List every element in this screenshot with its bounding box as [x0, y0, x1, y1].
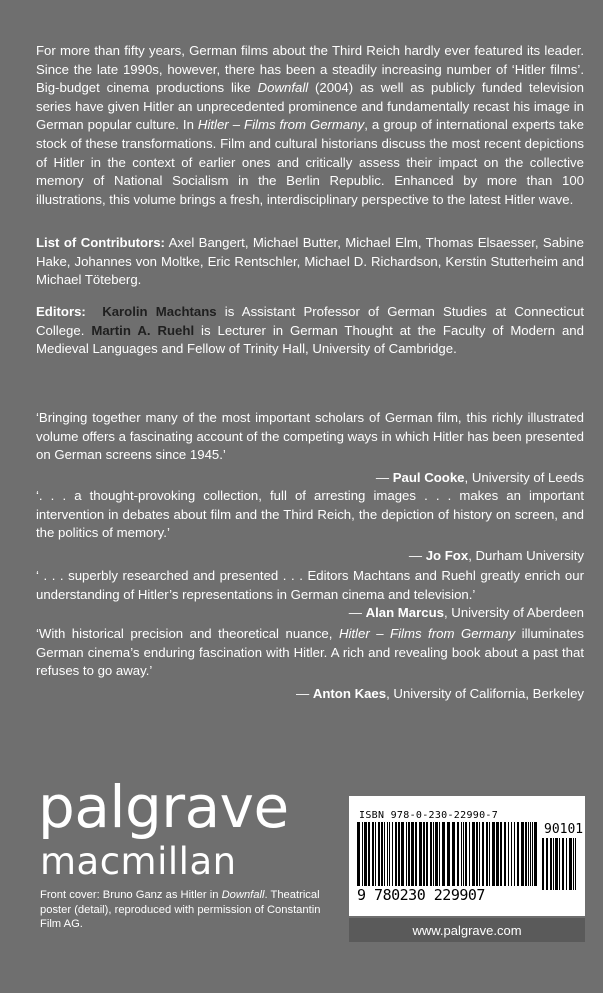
- barcode-bar: [534, 822, 537, 886]
- quote-affiliation: , University of California, Berkeley: [386, 685, 584, 701]
- quote-affiliation: , Durham University: [468, 547, 584, 563]
- barcode-bar: [423, 822, 425, 886]
- barcode-bar: [504, 822, 506, 886]
- barcode-bar: [387, 822, 388, 886]
- barcode-bar: [378, 822, 380, 886]
- barcode-bar: [550, 838, 552, 890]
- barcode-bar: [546, 838, 548, 890]
- cover-credit-text: . Theatrical poster (detail), reproduced with permission of Constantin Film AG.: [40, 889, 321, 930]
- quote-text: ‘Bringing together many of the most important scholars of German film, this richly illustrated volume offers a fascinating account of the competing ways in which Hitler has been presented on German screens since 1945.’: [36, 410, 584, 463]
- editor-bio-ruehl: is Lecturer in German Thought at the Faculty of Modern and Medieval Languages and Fellow of Trinity Hall, University of Cambridge.: [36, 322, 584, 357]
- quote-attribution: [36, 604, 584, 623]
- attribution-dash: —: [295, 685, 313, 701]
- quote-text-part: illuminates German cinema’s enduring fascination with Hitler. A rich and revealing book about a past that refuses to go away.’: [36, 626, 584, 679]
- barcode-bar: [569, 838, 572, 890]
- barcode-bar: [384, 822, 385, 886]
- barcode-bar: [511, 822, 512, 886]
- barcode-bar: [486, 822, 488, 886]
- macmillan-logo: macmillan: [40, 840, 237, 883]
- quote-affiliation: , University of Aberdeen: [443, 605, 584, 621]
- quote-attribution: [36, 547, 584, 566]
- barcode-bar: [562, 838, 564, 890]
- barcode-bar: [357, 822, 360, 886]
- contributors-paragraph: [36, 234, 584, 290]
- blurb-text-1: For more than fifty years, German films about the Third Reich hardly ever featured its leader. Since the late 1990s, however, there has been a steadily increasing number of ‘Hitler films’. Big-budget cinema productions like: [36, 43, 584, 96]
- barcode-bar: [372, 822, 374, 886]
- barcode-bar: [395, 822, 397, 886]
- price-code: 90101: [544, 822, 584, 837]
- barcode-bar: [381, 822, 383, 886]
- barcode-bar: [530, 822, 531, 886]
- ean-barcode: [357, 822, 537, 886]
- barcode-bar: [482, 822, 484, 886]
- barcode-bar: [517, 822, 519, 886]
- barcode-bar: [392, 822, 393, 886]
- barcode-bar: [362, 822, 363, 886]
- endorsement-quote: [36, 409, 584, 487]
- editor-name-machtans: Karolin Machtans: [102, 304, 217, 319]
- attribution-dash: —: [408, 547, 426, 563]
- quote-book-title: Hitler – Films from Germany: [338, 626, 516, 641]
- barcode-bar: [442, 822, 445, 886]
- endorsement-quote: [36, 487, 584, 565]
- attribution-dash: —: [375, 469, 393, 485]
- barcode-bar: [559, 838, 560, 890]
- barcode-bar: [411, 822, 414, 886]
- barcode-bar: [415, 822, 417, 886]
- barcode-bar: [433, 822, 434, 886]
- blurb-text-3: , a group of international experts take stock of these transformations. Film and cultural historians discuss the most recent depictions of Hitler in the context of earlier ones and critically assess their impact on the collective memory of National Socialism in the Berlin Republic. Enhanced by more than 100 illustrations, this volume brings a fresh, interdisciplinary perspective to the latest Hitler wave.: [36, 117, 584, 207]
- barcode-bar: [496, 822, 499, 886]
- quote-author: Alan Marcus: [365, 605, 444, 621]
- barcode-bar: [430, 822, 432, 886]
- quote-affiliation: , University of Leeds: [464, 469, 584, 485]
- barcode-bar: [389, 822, 390, 886]
- blurb-text-2: (2004) as well as publicly funded television series have given Hitler an unprecedented prominence and fundamentally recast his image in German popular culture. In: [36, 80, 585, 133]
- quote-author: Jo Fox: [425, 547, 469, 563]
- barcode-bar: [528, 822, 529, 886]
- barcode-bar: [476, 822, 478, 886]
- barcode-bar: [479, 822, 480, 886]
- quote-attribution: [36, 685, 584, 704]
- blurb-downfall-title: Downfall: [257, 80, 309, 96]
- barcode-bar: [492, 822, 495, 886]
- quote-text: ‘ . . . superbly researched and presented . . . Editors Machtans and Ruehl greatly enrich our understanding of Hitler’s representations in German cinema and television.’: [36, 568, 584, 602]
- barcode-bar: [435, 822, 438, 886]
- barcode-bar: [398, 822, 400, 886]
- barcode-bar: [508, 822, 509, 886]
- price-barcode: [542, 838, 578, 890]
- barcode-bar: [575, 838, 576, 890]
- editors-label: Editors:: [36, 304, 86, 319]
- barcode-bar: [439, 822, 440, 886]
- barcode-bar: [406, 822, 407, 886]
- barcode-bar: [461, 822, 462, 886]
- barcode-bar: [532, 822, 533, 886]
- editor-name-ruehl: Martin A. Ruehl: [91, 322, 195, 338]
- barcode-bar: [514, 822, 515, 886]
- barcode-bar: [542, 838, 544, 890]
- blurb-book-title: Hitler – Films from Germany: [197, 117, 365, 133]
- contributors-label: List of Contributors:: [36, 235, 165, 250]
- barcode-bar: [500, 822, 502, 886]
- attribution-dash: —: [348, 605, 366, 621]
- ean-digits: 9 780230 229907: [357, 886, 485, 904]
- barcode-bar: [408, 822, 410, 886]
- barcode-bar: [555, 838, 558, 890]
- barcode-bar: [452, 822, 455, 886]
- barcode-bar: [465, 822, 467, 886]
- quote-text-part: ‘With historical precision and theoretical nuance,: [36, 626, 339, 641]
- cover-credit-text: Front cover: Bruno Ganz as Hitler in: [40, 889, 222, 901]
- quote-author: Anton Kaes: [312, 685, 387, 701]
- barcode-bar: [364, 822, 367, 886]
- barcode-bar: [472, 822, 475, 886]
- contributors-list: Axel Bangert, Michael Butter, Michael Elm, Thomas Elsaesser, Sabine Hake, Johannes von Moltke, Eric Rentschler, Michael D. Richardson, Kerstin Stutterheim and Michael Töteberg.: [36, 235, 584, 288]
- blurb-paragraph: [36, 42, 584, 209]
- palgrave-logo: palgrave: [38, 773, 289, 841]
- isbn-label: ISBN 978-0-230-22990-7: [359, 810, 499, 821]
- barcode-bar: [375, 822, 376, 886]
- quote-author: Paul Cooke: [392, 469, 465, 485]
- quote-text: ‘. . . a thought-provoking collection, full of arresting images . . . makes an important intervention in debates about film and the Third Reich, the depiction of history on screen, and the politics of memory.’: [36, 488, 584, 541]
- barcode-bar: [401, 822, 404, 886]
- barcode-bar: [419, 822, 422, 886]
- barcode-bar: [553, 838, 554, 890]
- quote-text: [36, 625, 584, 681]
- barcode-bar: [426, 822, 428, 886]
- barcode-bar: [489, 822, 490, 886]
- cover-credit: [40, 888, 330, 932]
- editors-paragraph: [36, 303, 584, 359]
- barcode-bar: [457, 822, 459, 886]
- barcode-bar: [566, 838, 567, 890]
- barcode-bar: [368, 822, 370, 886]
- cover-credit-film: Downfall: [221, 889, 265, 901]
- publisher-url[interactable]: www.palgrave.com: [349, 918, 585, 942]
- editor-bio-machtans: is Assistant Professor of German Studies at Connecticut College.: [36, 304, 585, 338]
- barcode-bar: [573, 838, 574, 890]
- barcode-panel: [349, 796, 585, 916]
- barcode-bar: [469, 822, 470, 886]
- endorsement-quote: [36, 625, 584, 703]
- barcode-bar: [525, 822, 527, 886]
- barcode-bar: [463, 822, 464, 886]
- endorsement-quote: [36, 567, 584, 623]
- barcode-bar: [447, 822, 450, 886]
- barcode-bar: [521, 822, 524, 886]
- quote-attribution: [36, 469, 584, 488]
